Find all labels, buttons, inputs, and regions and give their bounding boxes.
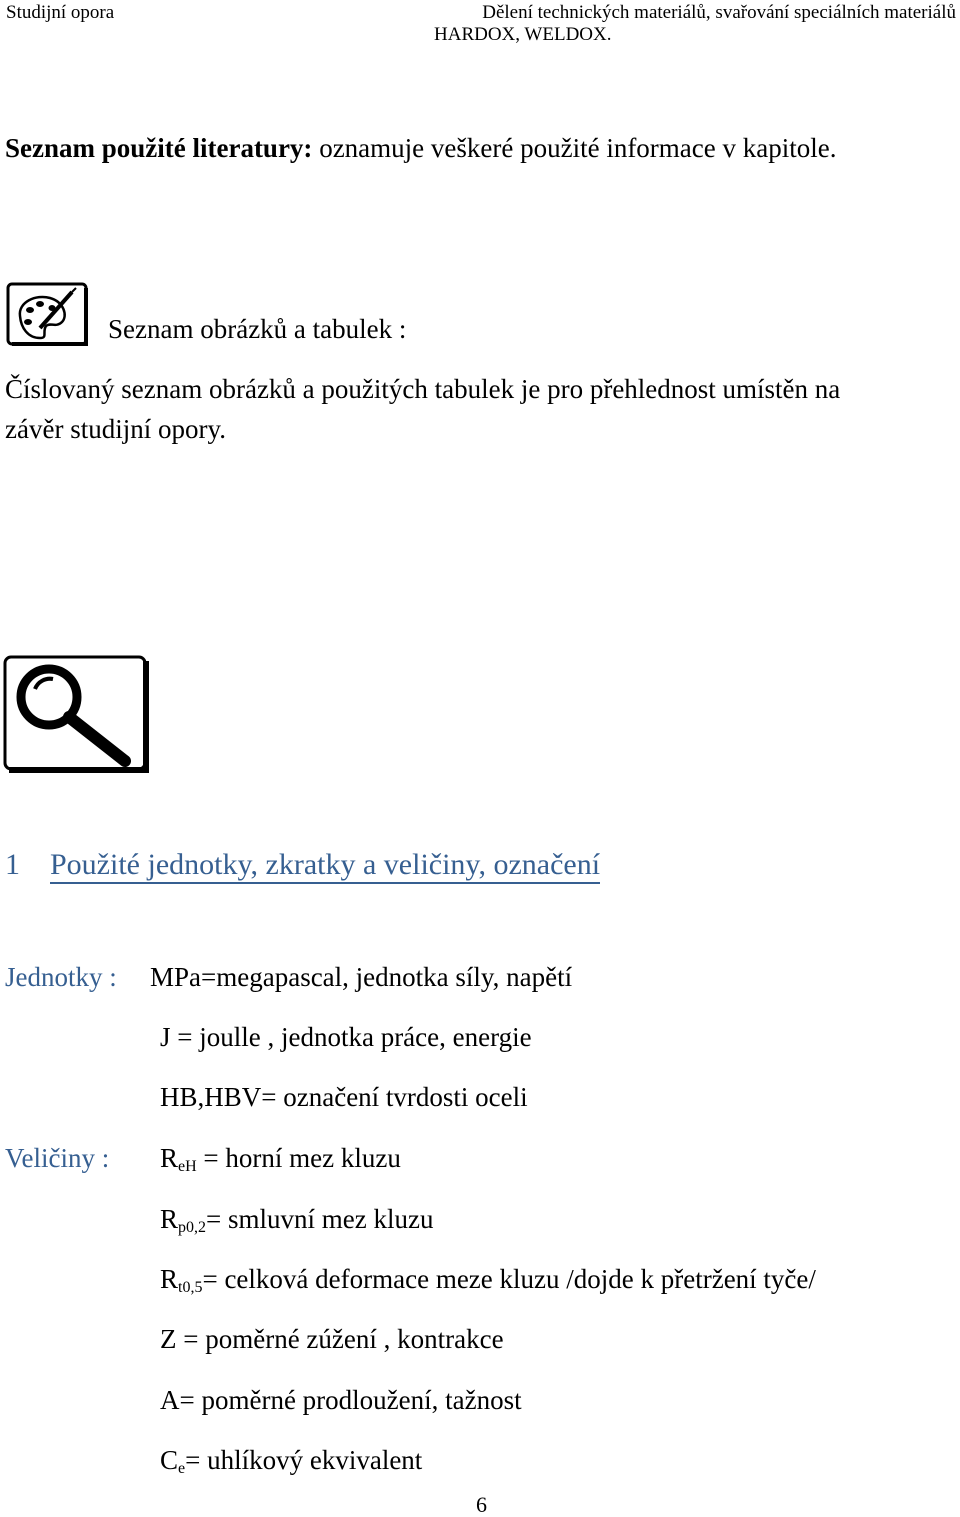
literature-note [5,132,836,164]
header-right-line2: HARDOX, WELDOX. [434,24,612,45]
quantity-item [160,1444,422,1476]
quantity-text: = smluvní mez kluzu [206,1204,434,1234]
unit-item: MPa=megapascal, jednotka síly, napětí [150,962,573,992]
quantity-text: A= poměrné prodloužení, tažnost [160,1385,522,1415]
quantities-label: Veličiny : [5,1143,110,1173]
literature-label: Seznam použité literatury: [5,133,313,163]
quantity-symbol: R [160,1264,179,1294]
quantity-item [160,1142,401,1174]
quantity-item [160,1263,816,1295]
quantity-text: = uhlíkový ekvivalent [185,1445,423,1475]
section-number: 1 [5,848,20,881]
unit-item: HB,HBV= označení tvrdosti oceli [160,1082,528,1112]
quantity-symbol: R [160,1204,179,1234]
palette-icon [6,282,90,348]
figures-text-line1: Číslovaný seznam obrázků a použitých tabulek je pro přehlednost umístěn na [5,374,841,404]
quantity-subscript: t0,5 [178,1279,203,1296]
quantity-text: Z = poměrné zúžení , kontrakce [160,1324,504,1354]
quantity-item [160,1323,504,1355]
literature-text: oznamuje veškeré použité informace v kapitole. [312,133,837,163]
header-right-line1: Dělení technických materiálů, svařování speciálních materiálů [482,2,956,23]
figures-text-line2: závěr studijní opory. [5,414,226,444]
quantity-text: = celková deformace meze kluzu /dojde k přetržení tyče/ [202,1264,816,1294]
quantity-symbol: R [160,1143,179,1173]
quantity-subscript: eH [178,1158,197,1175]
figures-title: Seznam obrázků a tabulek : [108,314,407,344]
quantity-subscript: e [178,1460,186,1477]
quantity-item [160,1203,433,1235]
quantity-text: = horní mez kluzu [196,1143,401,1173]
quantity-symbol: C [160,1445,179,1475]
units-label: Jednotky : [5,962,117,992]
section-heading [5,848,601,882]
page-number: 6 [476,1492,487,1517]
unit-item: J = joulle , jednotka práce, energie [160,1022,532,1052]
section-title: Použité jednotky, zkratky a veličiny, označení [50,848,600,884]
magnifier-icon [3,655,151,775]
quantity-item [160,1384,522,1416]
header-left: Studijní opora [6,2,115,23]
quantity-subscript: p0,2 [178,1219,207,1236]
